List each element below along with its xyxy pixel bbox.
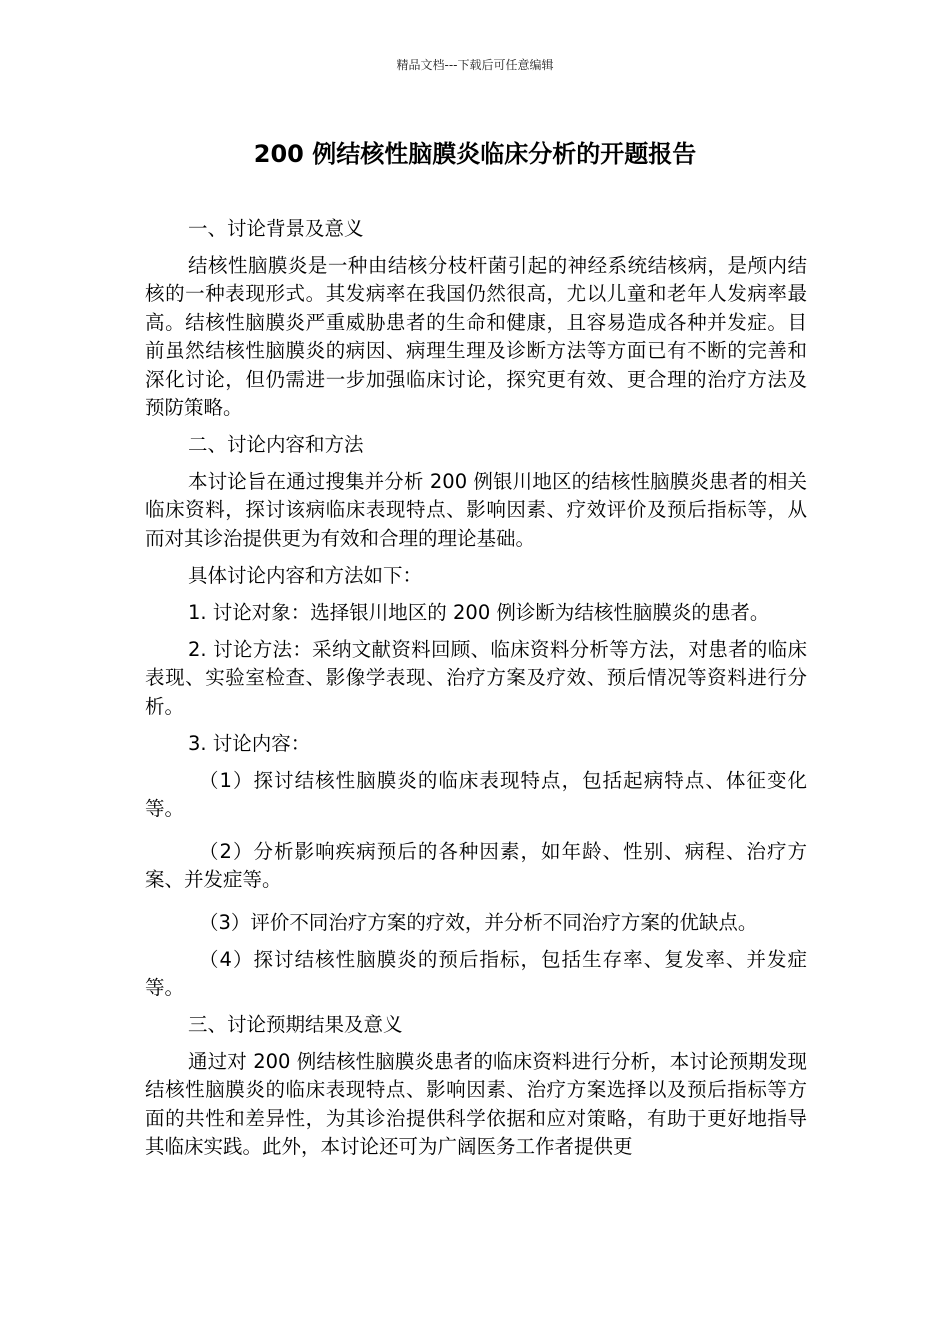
section-heading-3: 三、讨论预期结果及意义 xyxy=(188,1013,403,1036)
document-body xyxy=(145,215,807,1170)
section-heading-1: 一、讨论背景及意义 xyxy=(188,217,364,240)
document-title: 200 例结核性脑膜炎临床分析的开题报告 xyxy=(253,140,697,168)
list-item-methods: 2. 讨论方法：采纳文献资料回顾、临床资料分析等方法，对患者的临床表现、实验室检查、影像学表现、治疗方案及疗效、预后情况等资料进行分析。 xyxy=(145,637,807,718)
list-item-subjects: 1. 讨论对象：选择银川地区的 200 例诊断为结核性脑膜炎的患者。 xyxy=(188,600,770,624)
methods-intro: 具体讨论内容和方法如下： xyxy=(188,563,423,587)
expected-results-paragraph: 通过对 200 例结核性脑膜炎患者的临床资料进行分析，本讨论预期发现结核性脑膜炎的临床表现特点、影响因素、治疗方案选择以及预后指标等方面的共性和差异性，为其诊治提供科学依据和应对策略，有助于更好地指导其临床实践。此外，本讨论还可为广阔医务工作者提供更 xyxy=(145,1049,807,1158)
sub-item-4: （4）探讨结核性脑膜炎的预后指标，包括生存率、复发率、并发症等。 xyxy=(145,947,807,999)
aim-paragraph: 本讨论旨在通过搜集并分析 200 例银川地区的结核性脑膜炎患者的相关临床资料，探讨该病临床表现特点、影响因素、疗效评价及预后指标等，从而对其诊治提供更为有效和合理的理论基础。 xyxy=(145,469,807,550)
sub-item-3: （3）评价不同治疗方案的疗效，并分析不同治疗方案的优缺点。 xyxy=(199,910,758,934)
sub-item-1: （1）探讨结核性脑膜炎的临床表现特点，包括起病特点、体征变化等。 xyxy=(145,768,807,820)
list-item-content: 3. 讨论内容： xyxy=(188,731,311,755)
background-paragraph: 结核性脑膜炎是一种由结核分枝杆菌引起的神经系统结核病，是颅内结核的一种表现形式。其发病率在我国仍然很高，尤以儿童和老年人发病率最高。结核性脑膜炎严重威胁患者的生命和健康，且容易造成各种并发症。目前虽然结核性脑膜炎的病因、病理生理及诊断方法等方面已有不断的完善和深化讨论，但仍需进一步加强临床讨论，探究更有效、更合理的治疗方法及预防策略。 xyxy=(145,253,807,419)
header-note: 精品文档---下载后可任意编辑 xyxy=(396,58,554,72)
section-heading-2: 二、讨论内容和方法 xyxy=(188,433,364,456)
sub-item-2: （2）分析影响疾病预后的各种因素，如年龄、性别、病程、治疗方案、并发症等。 xyxy=(145,839,807,891)
